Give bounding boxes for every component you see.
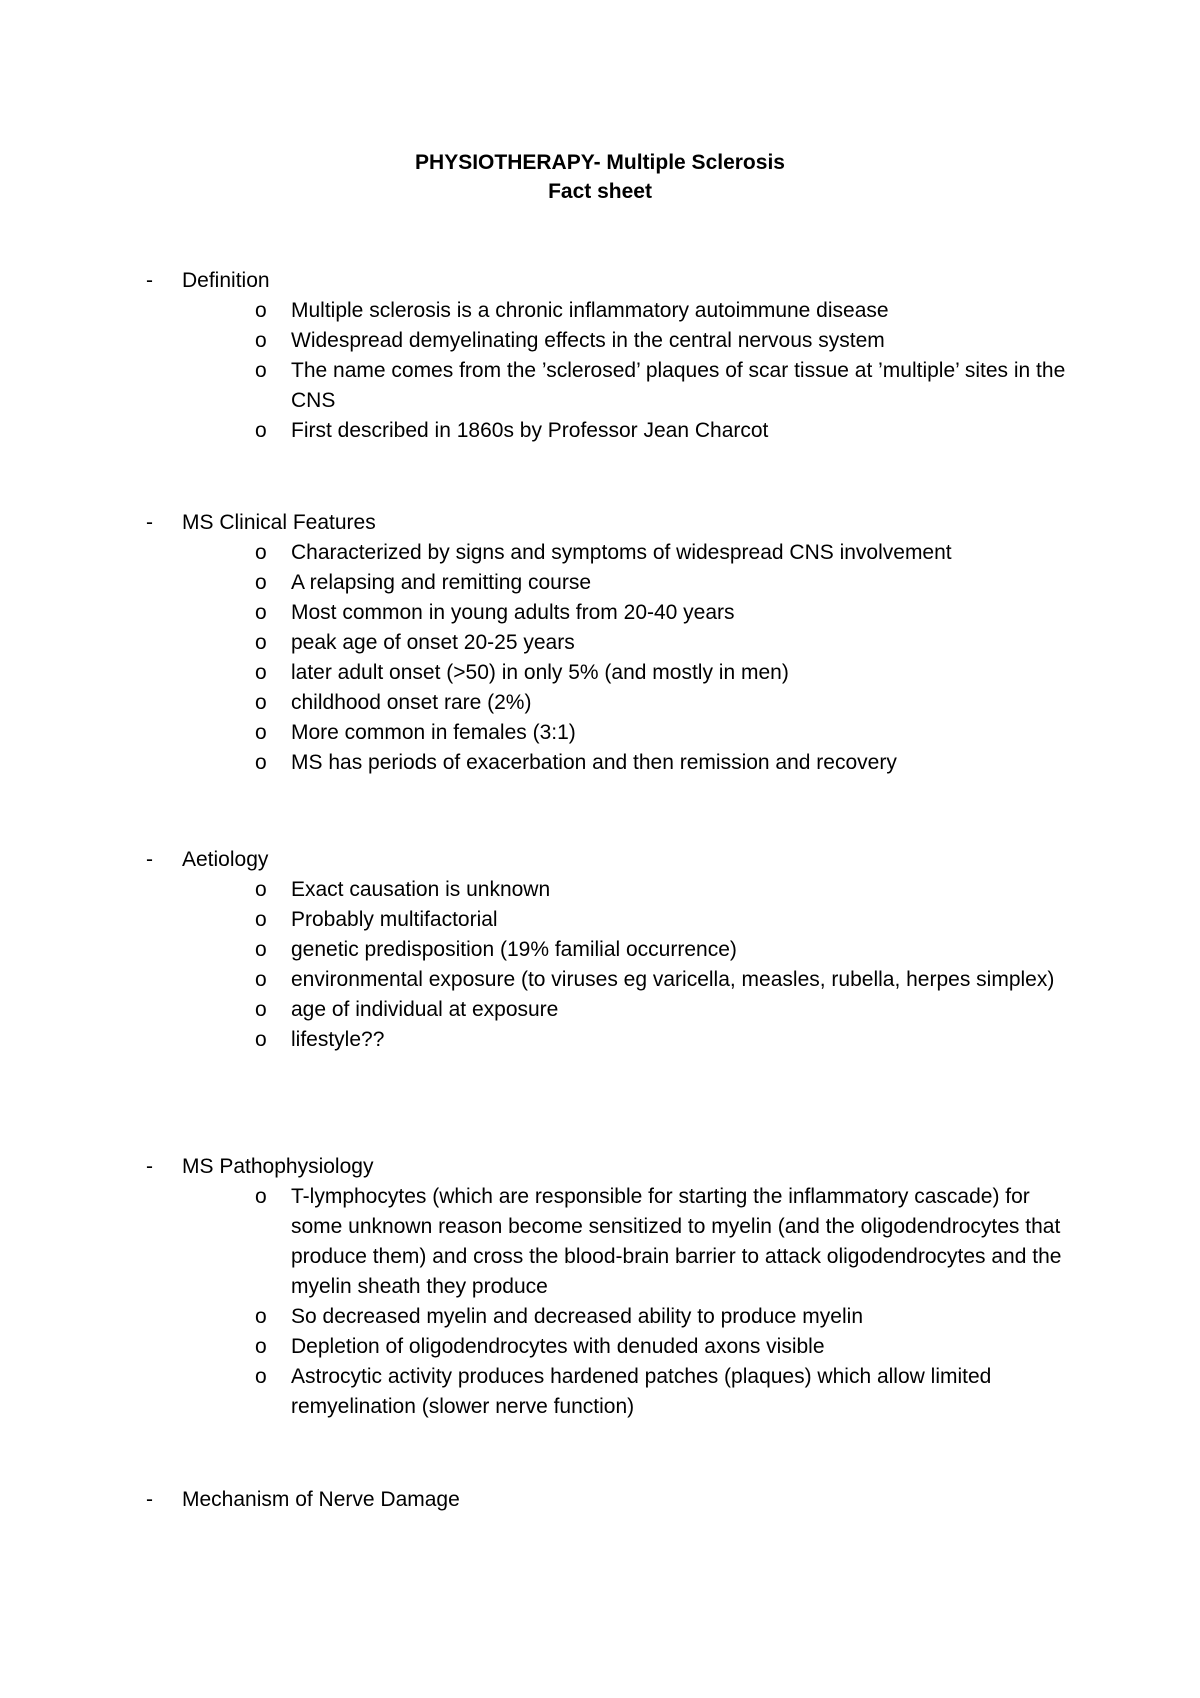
bullet-marker: o — [255, 1185, 267, 1208]
section-heading-row — [0, 1152, 1200, 1182]
list-item — [0, 905, 1200, 935]
section-heading: Aetiology — [182, 848, 269, 871]
list-item-text: childhood onset rare (2%) — [291, 691, 532, 714]
dash-marker: - — [146, 1155, 153, 1178]
list-item-text: age of individual at exposure — [291, 998, 559, 1021]
bullet-marker: o — [255, 998, 267, 1021]
section-heading-row — [0, 508, 1200, 538]
bullet-marker: o — [255, 1028, 267, 1051]
dash-marker: - — [146, 848, 153, 871]
list-item-text: later adult onset (>50) in only 5% (and mostly in men) — [291, 661, 789, 684]
section-heading: MS Pathophysiology — [182, 1155, 374, 1178]
list-item-text: genetic predisposition (19% familial occurrence) — [291, 938, 737, 961]
bullet-list — [0, 875, 1200, 1055]
list-item-text: Characterized by signs and symptoms of widespread CNS involvement — [291, 541, 952, 564]
list-item-text: Exact causation is unknown — [291, 878, 551, 901]
list-item — [0, 628, 1200, 658]
list-item — [0, 598, 1200, 628]
bullet-marker: o — [255, 299, 267, 322]
list-item — [0, 935, 1200, 965]
list-item — [0, 718, 1200, 748]
list-item — [0, 326, 1200, 356]
bullet-marker: o — [255, 751, 267, 774]
bullet-marker: o — [255, 691, 267, 714]
list-item-text: Most common in young adults from 20-40 years — [291, 601, 735, 624]
list-item-text: T-lymphocytes (which are responsible for starting the inflammatory cascade) for some unknown reason become sensitized to myelin (and the oligodendrocytes that produce them) and cross the blood-brain barrier to attack oligodendrocytes and the myelin sheath they produce — [291, 1185, 1062, 1298]
list-item — [0, 356, 1200, 416]
bullet-marker: o — [255, 938, 267, 961]
bullet-marker: o — [255, 329, 267, 352]
bullet-marker: o — [255, 1365, 267, 1388]
section-pathophysiology — [0, 1152, 1200, 1422]
bullet-list — [0, 538, 1200, 778]
dash-marker: - — [146, 1488, 153, 1511]
list-item-text: Widespread demyelinating effects in the central nervous system — [291, 329, 885, 352]
section-definition — [0, 266, 1200, 446]
list-item-text: lifestyle?? — [291, 1028, 385, 1051]
bullet-marker: o — [255, 721, 267, 744]
section-mechanism-nerve-damage — [0, 1485, 1200, 1515]
bullet-marker: o — [255, 571, 267, 594]
bullet-marker: o — [255, 878, 267, 901]
list-item — [0, 688, 1200, 718]
list-item — [0, 965, 1200, 995]
document-title: PHYSIOTHERAPY- Multiple Sclerosis — [415, 151, 785, 174]
list-item — [0, 658, 1200, 688]
section-heading: Definition — [182, 269, 270, 292]
section-heading: Mechanism of Nerve Damage — [182, 1488, 460, 1511]
section-clinical-features — [0, 508, 1200, 778]
bullet-marker: o — [255, 968, 267, 991]
section-heading-row — [0, 266, 1200, 296]
bullet-marker: o — [255, 908, 267, 931]
list-item-text: So decreased myelin and decreased ability to produce myelin — [291, 1305, 863, 1328]
list-item — [0, 568, 1200, 598]
list-item-text: Multiple sclerosis is a chronic inflammatory autoimmune disease — [291, 299, 889, 322]
list-item — [0, 1332, 1200, 1362]
bullet-list — [0, 296, 1200, 446]
section-heading: MS Clinical Features — [182, 511, 376, 534]
bullet-marker: o — [255, 631, 267, 654]
list-item-text: More common in females (3:1) — [291, 721, 576, 744]
list-item — [0, 538, 1200, 568]
list-item-text: MS has periods of exacerbation and then remission and recovery — [291, 751, 897, 774]
list-item-text: peak age of onset 20-25 years — [291, 631, 575, 654]
title-block — [0, 148, 1200, 206]
bullet-marker: o — [255, 601, 267, 624]
bullet-marker: o — [255, 1305, 267, 1328]
section-heading-row — [0, 845, 1200, 875]
bullet-marker: o — [255, 541, 267, 564]
document-subtitle: Fact sheet — [548, 180, 652, 203]
bullet-marker: o — [255, 419, 267, 442]
list-item-text: First described in 1860s by Professor Jean Charcot — [291, 419, 769, 442]
list-item — [0, 1362, 1200, 1422]
list-item — [0, 1302, 1200, 1332]
bullet-list — [0, 1182, 1200, 1422]
section-heading-row — [0, 1485, 1200, 1515]
list-item — [0, 416, 1200, 446]
list-item-text: Astrocytic activity produces hardened patches (plaques) which allow limited remyelination (slower nerve function) — [291, 1365, 992, 1418]
bullet-marker: o — [255, 1335, 267, 1358]
list-item-text: The name comes from the ’sclerosed’ plaques of scar tissue at ’multiple’ sites in the CNS — [291, 359, 1066, 412]
list-item — [0, 995, 1200, 1025]
list-item-text: Depletion of oligodendrocytes with denuded axons visible — [291, 1335, 825, 1358]
list-item-text: A relapsing and remitting course — [291, 571, 591, 594]
dash-marker: - — [146, 269, 153, 292]
list-item — [0, 1182, 1200, 1302]
section-aetiology — [0, 845, 1200, 1055]
dash-marker: - — [146, 511, 153, 534]
list-item — [0, 875, 1200, 905]
list-item — [0, 748, 1200, 778]
list-item — [0, 296, 1200, 326]
list-item-text: environmental exposure (to viruses eg varicella, measles, rubella, herpes simplex) — [291, 968, 1055, 991]
list-item — [0, 1025, 1200, 1055]
list-item-text: Probably multifactorial — [291, 908, 498, 931]
bullet-marker: o — [255, 661, 267, 684]
bullet-marker: o — [255, 359, 267, 382]
